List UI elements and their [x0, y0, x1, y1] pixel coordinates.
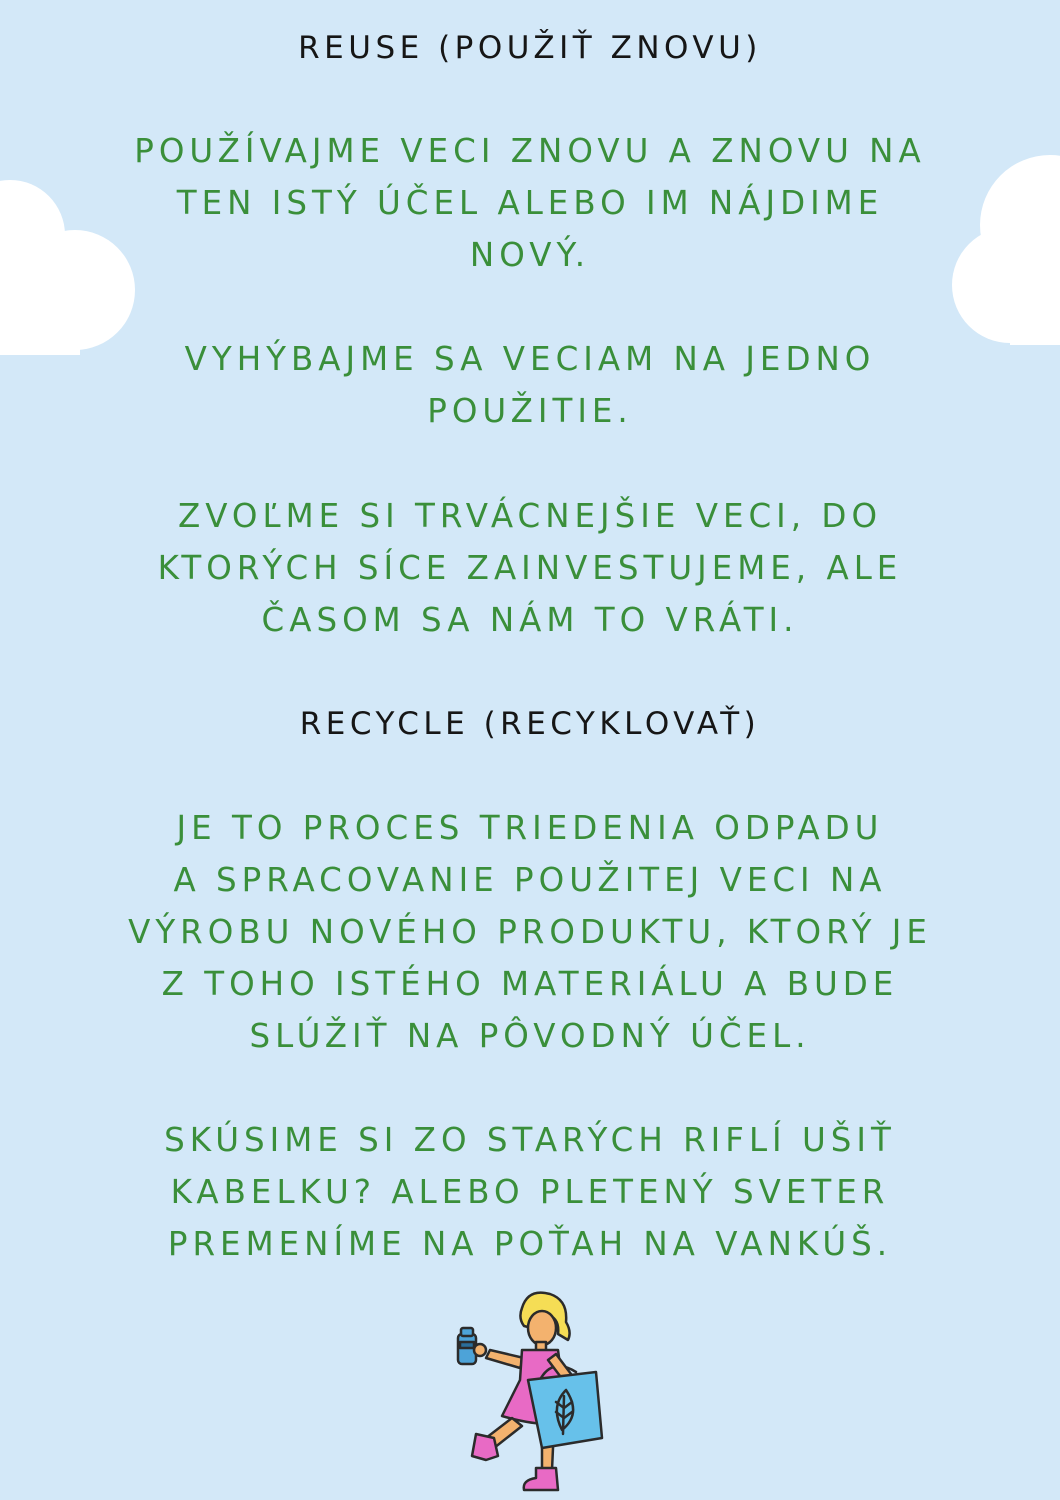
reuse-paragraph-3 — [0, 490, 1060, 646]
text-line: KTORÝCH SÍCE ZAINVESTUJEME, ALE — [157, 549, 903, 587]
text-line: A SPRACOVANIE POUŽITEJ VECI NA — [173, 861, 887, 899]
reuse-paragraph-2 — [0, 333, 1060, 437]
text-line: JE TO PROCES TRIEDENIA ODPADU — [176, 809, 884, 847]
reuse-heading-text: REUSE (POUŽIŤ ZNOVU) — [298, 30, 762, 66]
text-line: ČASOM SA NÁM TO VRÁTI. — [261, 601, 799, 639]
text-line: VÝROBU NOVÉHO PRODUKTU, KTORÝ JE — [128, 913, 932, 951]
woman-with-eco-bag-illustration — [450, 1288, 610, 1500]
text-line: SLÚŽIŤ NA PÔVODNÝ ÚČEL. — [249, 1017, 811, 1055]
text-line: VYHÝBAJME SA VECIAM NA JEDNO — [184, 340, 876, 378]
text-line: SKÚSIME SI ZO STARÝCH RIFLÍ UŠIŤ — [164, 1121, 896, 1159]
reuse-paragraph-1 — [0, 125, 1060, 281]
text-line: PREMENÍME NA POŤAH NA VANKÚŠ. — [167, 1225, 893, 1263]
reuse-heading — [0, 22, 1060, 74]
text-line: KABELKU? ALEBO PLETENÝ SVETER — [170, 1173, 890, 1211]
text-line: ZVOĽME SI TRVÁCNEJŠIE VECI, DO — [177, 497, 883, 535]
recycle-heading — [0, 698, 1060, 750]
text-line: TEN ISTÝ ÚČEL ALEBO IM NÁJDIME — [176, 184, 884, 222]
recycle-paragraph-1 — [0, 802, 1060, 1062]
text-line: POUŽITIE. — [427, 392, 633, 430]
recycle-heading-text: RECYCLE (RECYKLOVAŤ) — [299, 706, 761, 742]
text-line: Z TOHO ISTÉHO MATERIÁLU A BUDE — [161, 965, 899, 1003]
text-line: NOVÝ. — [469, 236, 591, 274]
recycle-paragraph-2 — [0, 1114, 1060, 1270]
text-line: POUŽÍVAJME VECI ZNOVU A ZNOVU NA — [134, 132, 926, 170]
